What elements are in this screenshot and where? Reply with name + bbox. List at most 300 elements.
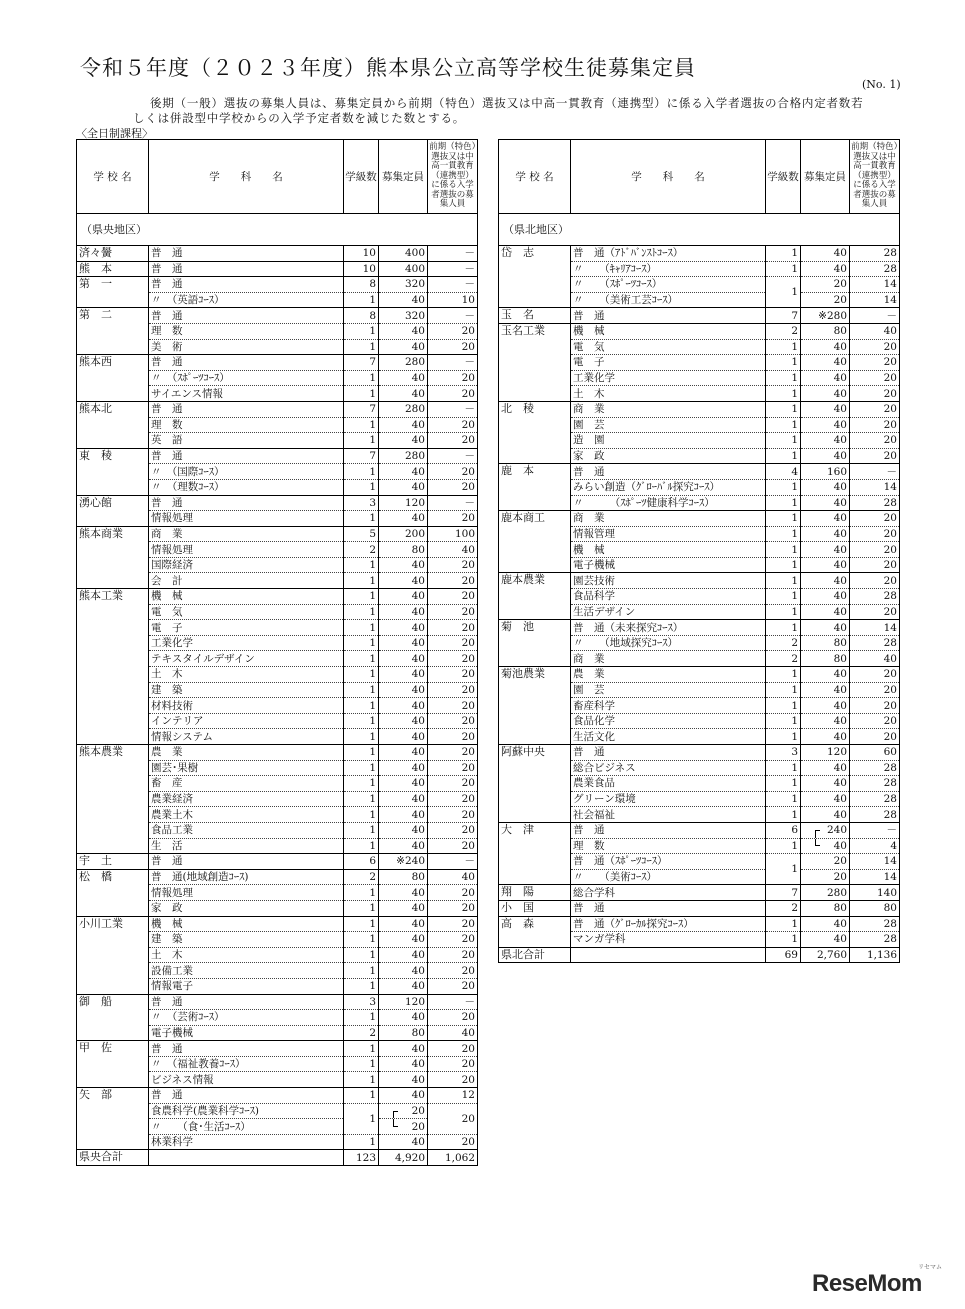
header-classes: 学級数 <box>766 140 801 214</box>
course-name: 普 通 <box>149 1088 344 1104</box>
early-quota-value <box>850 745 900 761</box>
table-row <box>77 1041 478 1057</box>
course-name: 普 通 <box>149 277 344 293</box>
course-name: 商 業 <box>149 526 344 542</box>
class-count-text: 4 <box>791 465 798 478</box>
early-quota-value <box>428 417 478 433</box>
early-quota-value <box>850 760 900 776</box>
class-count-text: 1 <box>791 933 798 946</box>
quota-value <box>801 495 850 511</box>
early-quota-value-text: 20 <box>461 652 475 665</box>
quota-value <box>379 1088 428 1104</box>
course-name: 機 械 <box>149 916 344 932</box>
early-quota-value-text: 28 <box>883 933 897 946</box>
course-name: ビジネス情報 <box>149 1072 344 1088</box>
course-name: 情報管理 <box>571 526 766 542</box>
table-row <box>77 745 478 761</box>
school-name: 甲 佐 <box>77 1041 149 1088</box>
school-name: 高 森 <box>499 916 571 947</box>
quota-value-text: 40 <box>411 746 425 759</box>
class-count <box>766 339 801 355</box>
quota-value <box>801 932 850 948</box>
class-count <box>344 1056 379 1072</box>
quota-value-text: 80 <box>833 637 847 650</box>
table-row <box>77 495 478 511</box>
course-name: 電 気 <box>149 604 344 620</box>
quota-value <box>801 916 850 932</box>
class-count <box>766 417 801 433</box>
early-quota-value <box>850 838 900 854</box>
course-name: 理 数 <box>149 323 344 339</box>
course-name: 普 通(地域創造ｺｰｽ) <box>149 869 344 885</box>
class-count-text: 1 <box>791 730 798 743</box>
early-quota-value-text: 28 <box>883 761 897 774</box>
quota-value-text: 40 <box>833 839 847 852</box>
class-count <box>766 822 801 838</box>
course-name: 社会福祉 <box>571 807 766 823</box>
course-name: 園芸技術 <box>571 573 766 589</box>
course-name: 情報処理 <box>149 511 344 527</box>
early-quota-value <box>850 401 900 417</box>
school-name: 湧心館 <box>77 495 149 526</box>
course-name: 普 通（ｽﾎﾟｰﾂｺｰｽ） <box>571 854 766 870</box>
class-count <box>344 1025 379 1041</box>
total-row <box>499 947 900 963</box>
table-row <box>499 900 900 916</box>
quota-value <box>379 1103 428 1119</box>
course-name: 設備工業 <box>149 963 344 979</box>
course-name: 普 通 <box>149 495 344 511</box>
table-row <box>77 401 478 417</box>
class-count-text: 1 <box>791 387 798 400</box>
early-quota-value-text: 20 <box>883 730 897 743</box>
header-school: 学 校 名 <box>499 140 571 214</box>
quota-value <box>801 838 850 854</box>
quota-value <box>379 729 428 745</box>
class-count-text: 1 <box>369 1042 376 1055</box>
course-name: 普 通 <box>571 464 766 480</box>
early-quota-value <box>428 261 478 277</box>
quota-value-text: 80 <box>411 1026 425 1039</box>
school-name: 鹿本農業 <box>499 573 571 620</box>
quota-value <box>801 885 850 901</box>
early-quota-value-text: － <box>464 356 475 369</box>
early-quota-value <box>428 573 478 589</box>
early-quota-value <box>428 978 478 994</box>
course-name: 普 通 <box>149 246 344 262</box>
early-quota-value-text: 20 <box>883 668 897 681</box>
class-count <box>766 682 801 698</box>
quota-value <box>379 464 428 480</box>
quota-value <box>379 386 428 402</box>
course-name: 土 木 <box>149 667 344 683</box>
course-name: 理 数 <box>149 417 344 433</box>
school-name: 東 稜 <box>77 448 149 495</box>
table-row <box>77 854 478 870</box>
school-name: 済々黌 <box>77 246 149 262</box>
class-count <box>766 900 801 916</box>
quota-value <box>379 355 428 371</box>
early-quota-value <box>850 479 900 495</box>
early-quota-value <box>428 698 478 714</box>
early-quota-value <box>428 246 478 262</box>
early-quota-value-text: 28 <box>883 793 897 806</box>
course-name: 情報システム <box>149 729 344 745</box>
class-count <box>766 370 801 386</box>
quota-value <box>379 417 428 433</box>
early-quota-value <box>850 854 900 870</box>
course-name: 〃 （ｽﾎﾟｰﾂｺｰｽ） <box>149 370 344 386</box>
early-quota-value-text: 28 <box>883 777 897 790</box>
early-quota-value-text: 20 <box>461 418 475 431</box>
class-count <box>344 760 379 776</box>
class-count-text: 1 <box>791 793 798 806</box>
table-row <box>499 464 900 480</box>
quota-value-text: 40 <box>833 793 847 806</box>
quota-value <box>379 323 428 339</box>
early-quota-value <box>850 511 900 527</box>
class-count-text: 1 <box>791 450 798 463</box>
quota-value <box>379 1025 428 1041</box>
quota-value <box>801 401 850 417</box>
quota-value-text: 40 <box>833 527 847 540</box>
class-count-text: 1 <box>369 793 376 806</box>
early-quota-value-text: － <box>464 262 475 275</box>
early-quota-value <box>428 963 478 979</box>
course-name: マンガ学科 <box>571 932 766 948</box>
early-quota-value-text: 20 <box>883 403 897 416</box>
course-name: 農 業 <box>571 667 766 683</box>
class-count <box>344 791 379 807</box>
course-name: 電子機械 <box>149 1025 344 1041</box>
early-quota-value-text: 20 <box>461 715 475 728</box>
quota-value-text: 40 <box>833 372 847 385</box>
early-quota-value-text: 20 <box>461 980 475 993</box>
class-count <box>344 651 379 667</box>
class-count-text: 7 <box>369 403 376 416</box>
quota-value <box>379 308 428 324</box>
course-name: 情報処理 <box>149 885 344 901</box>
course-name: 園 芸 <box>571 417 766 433</box>
class-count <box>766 573 801 589</box>
quota-value <box>379 822 428 838</box>
early-quota-value-text: 20 <box>461 683 475 696</box>
quota-value-text: 40 <box>411 683 425 696</box>
class-count <box>344 292 379 308</box>
class-count-text: 2 <box>791 325 798 338</box>
course-name: 畜産科学 <box>571 698 766 714</box>
class-count-text: 1 <box>369 372 376 385</box>
course-name: 電 気 <box>571 339 766 355</box>
enrollment-table-central <box>76 139 478 1166</box>
table-row <box>499 308 900 324</box>
quota-value-text: 40 <box>411 372 425 385</box>
bracket-mark <box>393 1111 398 1119</box>
class-count <box>344 355 379 371</box>
total-label: 県北合計 <box>499 947 571 963</box>
class-count-text: 1 <box>369 512 376 525</box>
school-name: 熊 本 <box>77 261 149 277</box>
quota-value <box>801 729 850 745</box>
quota-value <box>379 745 428 761</box>
school-name: 第 一 <box>77 277 149 308</box>
early-quota-value-text: 40 <box>883 325 897 338</box>
class-count <box>766 308 801 324</box>
quota-value-text: 40 <box>833 559 847 572</box>
early-quota-value-text: 28 <box>883 590 897 603</box>
class-count <box>344 947 379 963</box>
quota-value <box>801 620 850 636</box>
early-quota-value <box>850 791 900 807</box>
early-quota-value <box>428 479 478 495</box>
quota-value-text: 40 <box>411 793 425 806</box>
quota-value-text: 80 <box>833 902 847 915</box>
section-label: 〈全日制課程〉 <box>76 127 153 140</box>
table-row <box>499 745 900 761</box>
quota-value <box>801 822 850 838</box>
quota-value <box>801 745 850 761</box>
early-quota-value <box>428 885 478 901</box>
early-quota-value-text: 20 <box>883 559 897 572</box>
early-quota-value-text: 20 <box>461 574 475 587</box>
class-count-text: 1 <box>791 559 798 572</box>
class-count <box>766 807 801 823</box>
quota-value <box>801 557 850 573</box>
early-quota-value <box>428 589 478 605</box>
school-name: 阿蘇中央 <box>499 745 571 823</box>
table-row <box>77 308 478 324</box>
table-row <box>77 277 478 293</box>
early-quota-value <box>850 682 900 698</box>
quota-value <box>801 854 850 870</box>
class-count <box>344 900 379 916</box>
region-label: （県北地区） <box>499 214 900 246</box>
early-quota-value-text: 28 <box>883 247 897 260</box>
course-name: 〃 （美術ｺｰｽ） <box>571 869 766 885</box>
class-count <box>766 557 801 573</box>
table-row <box>499 916 900 932</box>
early-quota-value <box>850 557 900 573</box>
course-name: 普 通（ｸﾞﾛｰｶﾙ探究ｺｰｽ） <box>571 916 766 932</box>
school-name: 翔 陽 <box>499 885 571 901</box>
early-quota-value <box>428 370 478 386</box>
total-quota-value: 4,920 <box>379 1150 428 1166</box>
quota-value-text: 40 <box>411 590 425 603</box>
page-title: 令和５年度（２０２３年度）熊本県公立高等学校生徒募集定員 <box>80 56 696 80</box>
quota-value <box>801 760 850 776</box>
quota-value-text: 320 <box>404 278 425 291</box>
quota-value-text: 40 <box>833 730 847 743</box>
class-count <box>344 401 379 417</box>
quota-value <box>379 433 428 449</box>
early-quota-value-text: 20 <box>883 699 897 712</box>
class-count-text: 1 <box>369 746 376 759</box>
quota-value-text: 40 <box>411 964 425 977</box>
table-row <box>499 246 900 262</box>
course-name: インテリア <box>149 713 344 729</box>
course-name: 普 通 <box>571 745 766 761</box>
quota-value-text: 120 <box>404 496 425 509</box>
quota-value <box>379 1072 428 1088</box>
course-name: 建 築 <box>149 682 344 698</box>
early-quota-value-text: 20 <box>461 372 475 385</box>
quota-value <box>801 370 850 386</box>
course-name: 美 術 <box>149 339 344 355</box>
class-count-text: 1 <box>791 527 798 540</box>
class-count-text: 8 <box>369 309 376 322</box>
total-row <box>77 1150 478 1166</box>
course-name: 農 業 <box>149 745 344 761</box>
class-count <box>344 1072 379 1088</box>
quota-value-text: 40 <box>833 917 847 930</box>
class-count-text: 1 <box>791 286 798 299</box>
quota-value <box>801 277 850 293</box>
class-count-text: 1 <box>791 917 798 930</box>
header-school: 学 校 名 <box>77 140 149 214</box>
early-quota-value <box>428 635 478 651</box>
class-count-text: 1 <box>369 621 376 634</box>
quota-value <box>801 869 850 885</box>
school-name: 御 船 <box>77 994 149 1041</box>
total-early-quota-value: 1,136 <box>850 947 900 963</box>
early-quota-value <box>428 869 478 885</box>
quota-value <box>379 932 428 948</box>
quota-value <box>801 323 850 339</box>
class-count <box>344 526 379 542</box>
class-count-text: 1 <box>369 574 376 587</box>
quota-value-text: 40 <box>411 1011 425 1024</box>
quota-value-text: 40 <box>411 1042 425 1055</box>
class-count <box>766 760 801 776</box>
early-quota-value-text: 20 <box>461 1042 475 1055</box>
early-quota-value-text: 20 <box>461 465 475 478</box>
class-count <box>344 635 379 651</box>
early-quota-value-text: 20 <box>461 434 475 447</box>
early-quota-value <box>428 355 478 371</box>
early-quota-value-text: 28 <box>883 496 897 509</box>
early-quota-value-text: 20 <box>461 964 475 977</box>
course-name: 食農科学(農業科学ｺｰｽ) <box>149 1103 344 1119</box>
class-count-text: 1 <box>369 917 376 930</box>
quota-value-text: 40 <box>411 980 425 993</box>
class-count-text: 1 <box>369 1112 376 1125</box>
class-count <box>344 838 379 854</box>
class-count-text: 5 <box>369 527 376 540</box>
bracket-mark <box>815 830 820 838</box>
class-count <box>766 277 801 308</box>
class-count <box>344 417 379 433</box>
quota-value-text: 40 <box>833 387 847 400</box>
school-name: 大 津 <box>499 822 571 884</box>
early-quota-value <box>850 464 900 480</box>
course-name: 〃 （ｽﾎﾟｰﾂｺｰｽ） <box>571 277 766 293</box>
course-name: 普 通 <box>149 448 344 464</box>
early-quota-value <box>428 776 478 792</box>
class-count <box>344 604 379 620</box>
class-count <box>344 339 379 355</box>
class-count-text: 1 <box>791 340 798 353</box>
table-row <box>77 916 478 932</box>
course-name: 食品工業 <box>149 822 344 838</box>
early-quota-value <box>428 791 478 807</box>
course-name: 国際経済 <box>149 557 344 573</box>
course-name: 〃 （美術工芸ｺｰｽ） <box>571 292 766 308</box>
quota-value-text: 280 <box>404 403 425 416</box>
early-quota-value-text: 20 <box>461 808 475 821</box>
quota-value-text: 400 <box>404 262 425 275</box>
early-quota-value <box>850 277 900 293</box>
class-count <box>344 916 379 932</box>
early-quota-value-text: － <box>886 465 897 478</box>
class-count-text: 1 <box>369 325 376 338</box>
region-row <box>499 214 900 246</box>
quota-value <box>801 292 850 308</box>
early-quota-value-text: － <box>464 496 475 509</box>
quota-value <box>379 698 428 714</box>
class-count-text: 1 <box>369 980 376 993</box>
early-quota-value-text: － <box>464 995 475 1008</box>
quota-value-text: 40 <box>833 403 847 416</box>
early-quota-value-text: 20 <box>883 605 897 618</box>
quota-value-text: 240 <box>826 824 847 837</box>
class-count-text: 1 <box>791 247 798 260</box>
quota-value <box>379 682 428 698</box>
class-count-text: 7 <box>369 450 376 463</box>
quota-value <box>379 776 428 792</box>
quota-value-text: 80 <box>833 652 847 665</box>
early-quota-value <box>850 495 900 511</box>
course-name: 農業経済 <box>149 791 344 807</box>
header-early: 前期（特色）選抜又は中高一貫教育（連携型）に係る入学者選抜の募集人員 <box>850 140 900 214</box>
table-row <box>77 994 478 1010</box>
class-count-text: 8 <box>369 278 376 291</box>
early-quota-value-text: － <box>464 855 475 868</box>
quota-value-text: 20 <box>833 294 847 307</box>
total-quota-value: 2,760 <box>801 947 850 963</box>
quota-value-text: 40 <box>411 340 425 353</box>
early-quota-value-text: 28 <box>883 808 897 821</box>
early-quota-value <box>428 401 478 417</box>
class-count-text: 3 <box>791 746 798 759</box>
quota-value <box>379 1134 428 1150</box>
early-quota-value <box>850 308 900 324</box>
early-quota-value <box>428 1103 478 1134</box>
school-name: 菊 池 <box>499 620 571 667</box>
class-count-text: 1 <box>791 590 798 603</box>
course-name: 〃 （食･生活ｺｰｽ） <box>149 1119 344 1135</box>
class-count <box>344 620 379 636</box>
class-count <box>344 1134 379 1150</box>
quota-value <box>379 573 428 589</box>
quota-value-text: ※280 <box>818 309 847 322</box>
early-quota-value <box>850 589 900 605</box>
quota-value <box>801 386 850 402</box>
early-quota-value <box>850 261 900 277</box>
page-number: (No. 1) <box>862 78 901 91</box>
quota-value-text: 40 <box>411 1089 425 1102</box>
school-name: 玉 名 <box>499 308 571 324</box>
early-quota-value-text: 20 <box>461 512 475 525</box>
early-quota-value-text: 20 <box>461 668 475 681</box>
early-quota-value-text: 20 <box>461 340 475 353</box>
class-count-text: 10 <box>362 262 376 275</box>
quota-value-text: 40 <box>833 590 847 603</box>
early-quota-value <box>850 807 900 823</box>
class-count-text: 7 <box>791 309 798 322</box>
quota-value <box>379 261 428 277</box>
class-count <box>766 323 801 339</box>
course-name: 電 子 <box>571 355 766 371</box>
